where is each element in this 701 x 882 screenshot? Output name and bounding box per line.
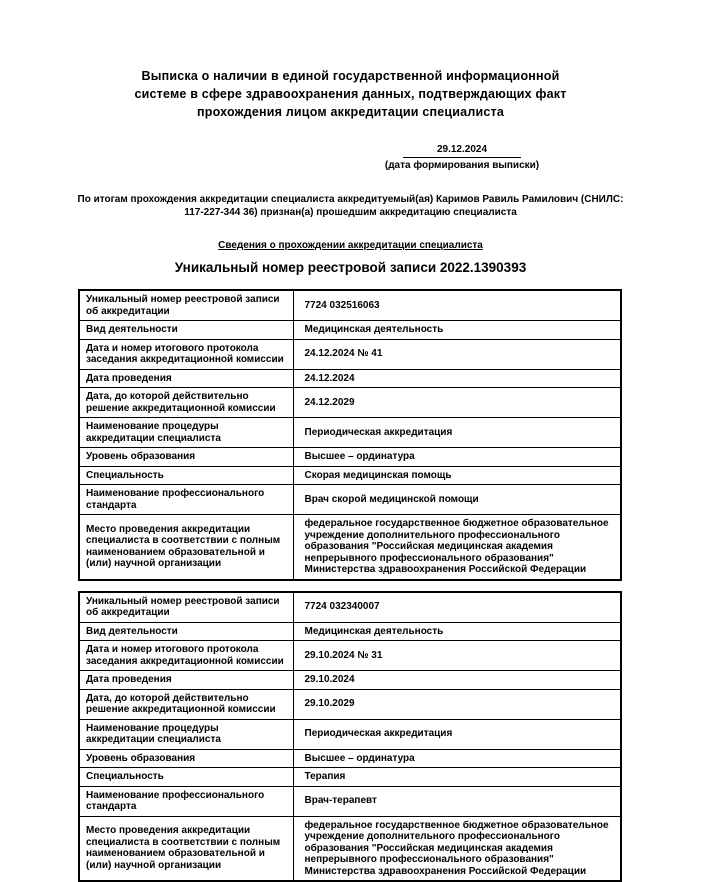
table-row — [79, 448, 621, 467]
table-row — [79, 786, 621, 816]
row-label: Специальность — [79, 768, 293, 787]
row-value: 7724 032516063 — [293, 290, 621, 321]
row-label: Вид деятельности — [79, 622, 293, 641]
row-label: Дата проведения — [79, 369, 293, 388]
row-label: Специальность — [79, 466, 293, 485]
row-value: 24.12.2029 — [293, 388, 621, 418]
table-row — [79, 339, 621, 369]
row-value: Врач-терапевт — [293, 786, 621, 816]
row-label: Наименование профессионального стандарта — [79, 786, 293, 816]
row-label: Дата, до которой действительно решение аккредитационной комиссии — [79, 388, 293, 418]
row-value: Скорая медицинская помощь — [293, 466, 621, 485]
table-row — [79, 466, 621, 485]
row-label: Дата, до которой действительно решение аккредитационной комиссии — [79, 689, 293, 719]
row-value: федеральное государственное бюджетное образовательное учреждение дополнительного профессионального образования "Российская медицинская академия непрерывного профессионального образования" Министерства здравоохранения Российской Федерации — [293, 515, 621, 580]
document-title — [0, 67, 701, 121]
accreditation-record-table-2-body — [79, 592, 621, 882]
table-row — [79, 290, 621, 321]
row-label: Уровень образования — [79, 749, 293, 768]
table-row — [79, 592, 621, 623]
document-title-line: системе в сфере здравоохранения данных, подтверждающих факт — [0, 85, 701, 103]
row-label: Вид деятельности — [79, 321, 293, 340]
row-label: Уникальный номер реестровой записи об аккредитации — [79, 290, 293, 321]
table-row — [79, 622, 621, 641]
row-value: федеральное государственное бюджетное образовательное учреждение дополнительного профессионального образования "Российская медицинская академия непрерывного профессионального образования" Министерства здравоохранения Российской Федерации — [293, 816, 621, 881]
row-value: Высшее – ординатура — [293, 448, 621, 467]
table-row — [79, 369, 621, 388]
intro-paragraph: По итогам прохождения аккредитации специалиста аккредитуемый(ая) Каримов Равиль Рамилович (СНИЛС: 117-227-344 36) признан(а) прошедшим аккредитацию специалиста — [75, 193, 627, 219]
row-value: Высшее – ординатура — [293, 749, 621, 768]
table-row — [79, 321, 621, 340]
table-row — [79, 768, 621, 787]
row-value: Терапия — [293, 768, 621, 787]
table-row — [79, 671, 621, 690]
document-title-line: прохождения лицом аккредитации специалиста — [0, 103, 701, 121]
row-label: Дата и номер итогового протокола заседания аккредитационной комиссии — [79, 339, 293, 369]
section-heading: Сведения о прохождении аккредитации специалиста — [0, 240, 701, 252]
accreditation-record-table-1 — [78, 289, 622, 581]
row-label: Уникальный номер реестровой записи об аккредитации — [79, 592, 293, 623]
row-label: Уровень образования — [79, 448, 293, 467]
row-value: Периодическая аккредитация — [293, 719, 621, 749]
record-number-heading: Уникальный номер реестровой записи 2022.1390393 — [0, 260, 701, 276]
row-label: Дата и номер итогового протокола заседания аккредитационной комиссии — [79, 641, 293, 671]
row-value: 29.10.2029 — [293, 689, 621, 719]
row-value: 29.10.2024 — [293, 671, 621, 690]
row-value: Периодическая аккредитация — [293, 418, 621, 448]
document-title-line: Выписка о наличии в единой государственной информационной — [0, 67, 701, 85]
row-label: Место проведения аккредитации специалиста в соответствии с полным наименованием образовательной и (или) научной организации — [79, 515, 293, 580]
row-label: Дата проведения — [79, 671, 293, 690]
row-label: Наименование профессионального стандарта — [79, 485, 293, 515]
row-value: 24.12.2024 — [293, 369, 621, 388]
accreditation-record-table-2 — [78, 591, 622, 882]
table-row — [79, 515, 621, 580]
row-value: Медицинская деятельность — [293, 622, 621, 641]
table-row — [79, 689, 621, 719]
row-value: 29.10.2024 № 31 — [293, 641, 621, 671]
row-value: 24.12.2024 № 41 — [293, 339, 621, 369]
accreditation-record-table-1-body — [79, 290, 621, 580]
row-value: Врач скорой медицинской помощи — [293, 485, 621, 515]
table-row — [79, 749, 621, 768]
table-row — [79, 641, 621, 671]
row-value: Медицинская деятельность — [293, 321, 621, 340]
issue-date: 29.12.2024 — [403, 144, 521, 158]
table-row — [79, 388, 621, 418]
row-label: Место проведения аккредитации специалиста в соответствии с полным наименованием образовательной и (или) научной организации — [79, 816, 293, 881]
table-row — [79, 418, 621, 448]
row-value: 7724 032340007 — [293, 592, 621, 623]
row-label: Наименование процедуры аккредитации специалиста — [79, 719, 293, 749]
table-row — [79, 816, 621, 881]
issue-date-block — [382, 144, 542, 172]
issue-date-caption: (дата формирования выписки) — [382, 160, 542, 172]
row-label: Наименование процедуры аккредитации специалиста — [79, 418, 293, 448]
table-row — [79, 485, 621, 515]
table-row — [79, 719, 621, 749]
